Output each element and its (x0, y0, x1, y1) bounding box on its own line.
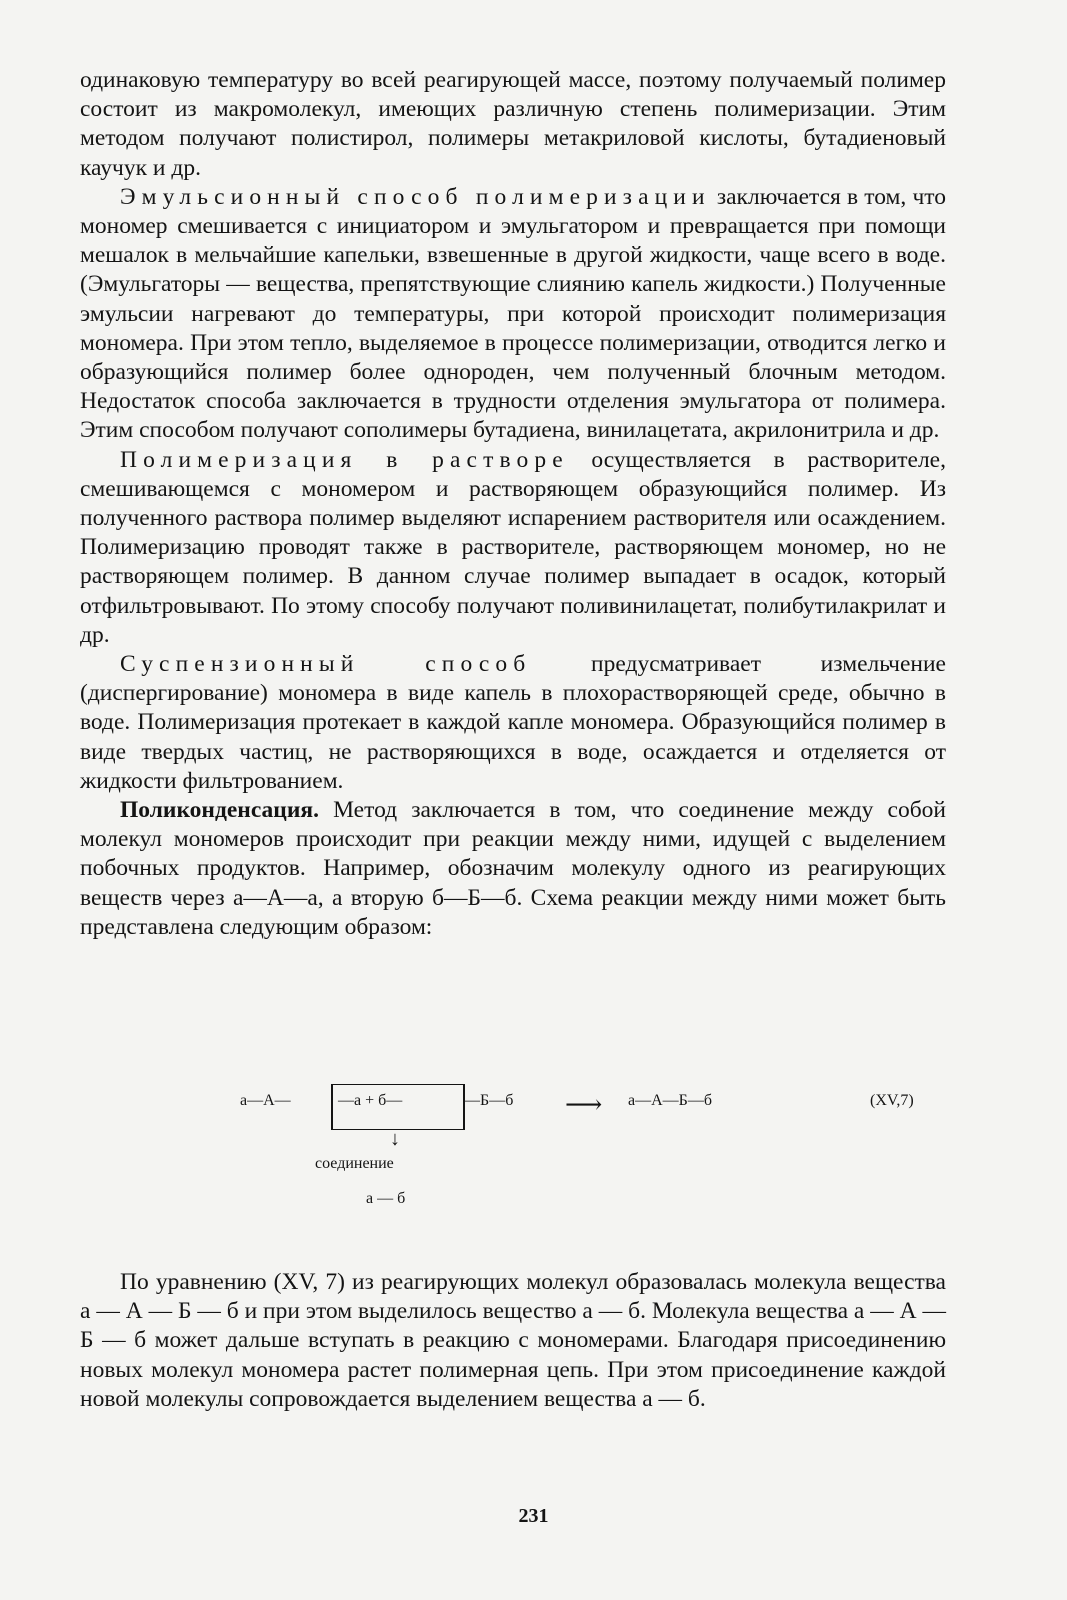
paragraph-block-polymerization-end: одинаковую температуру во всей реагирующей массе, поэтому получаемый полимер состоит из макромолекул, имеющих различную степень полимеризации. Этим методом получают полистирол, полимеры метакриловой кислоты, бутадиеновый каучук и др. (80, 67, 946, 181)
equation-label: (XV,7) (870, 1092, 914, 1109)
suspension-text: предусматривает измельчение (диспергирование) мономера в виде капель в плохорастворяющей среде, обычно в воде. Полимеризация протекает в каждой капле мономера. Образующийся полимер в виде твердых частиц, не растворяющихся в воде, осаждается и отделяется от жидкости фильтрованием. (80, 651, 946, 794)
down-arrow-icon: ↓ (390, 1128, 400, 1150)
page-number: 231 (518, 1505, 549, 1527)
paragraph-equation-explanation: По уравнению (XV, 7) из реагирующих молекул образовалась молекула вещества а — А — Б — б и при этом выделилось вещество а — б. Молекула вещества а — А — Б — б может дальше вступать в реакцию с мономерами. Благодаря присоединению новых молекул мономера растет полимерная цепь. При этом присоединение каждой новой молекулы сопровождается выделением вещества а — б. (80, 1269, 946, 1412)
term-solution-method: Полимеризация в растворе (120, 446, 569, 473)
byproduct-caption: соединение (315, 1155, 394, 1172)
term-emulsion-method: Эмульсионный способ полимеризации (120, 183, 711, 210)
byproduct-formula: а — б (366, 1190, 406, 1207)
paragraph-polycondensation (80, 796, 946, 942)
paragraph-suspension-polymerization (80, 650, 946, 796)
section-heading-polycondensation: Поликонденсация. (120, 797, 319, 824)
equation-right-part: —Б—б (464, 1092, 514, 1109)
equation-product: а—А—Б—б (628, 1092, 712, 1109)
solution-text: осуществляется в растворителе, смешивающемся с мономером и растворяющем образующийся полимер. Из полученного раствора полимер выделяют испарением растворителя или осаждением. Полимеризацию проводят также в растворителе, растворяющем мономер, но не растворяющем полимер. В данном случае полимер выпадает в осадок, который отфильтровывают. По этому способу получают поливинилацетат, полибутилакрилат и др. (80, 446, 946, 648)
paragraph-solution-polymerization (80, 446, 946, 650)
term-suspension-method: Суспензионный способ (120, 651, 532, 678)
equation-boxed-part: —а + б— (338, 1092, 403, 1109)
body-text-bottom (80, 1268, 946, 1414)
equation-left-part: а—А— (240, 1092, 291, 1109)
reaction-arrow-icon: ⟶ (565, 1090, 603, 1119)
emulsion-text: заключается в том, что мономер смешивается с инициатором и эмульгатором и превращается при помощи мешалок в мельчайшие капельки, взвешенные в другой жидкости, чаще всего в воде. (Эмульгаторы — вещества, препятствующие слиянию капель жидкости.) Полученные эмульсии нагревают до температуры, при которой происходит полимеризация мономера. При этом тепло, выделяемое в процессе полимеризации, отводится легко и образующийся полимер более однороден, чем полученный блочным методом. Недостаток способа заключается в трудности отделения эмульгатора от полимера. Этим способом получают сополимеры бутадиена, винилацетата, акрилонитрила и др. (80, 183, 946, 444)
polycondensation-text: Метод заключается в том, что соединение между собой молекул мономеров происходит при реакции между ними, идущей с выделением побочных продуктов. Например, обозначим молекулу одного из реагирующих веществ через а—А—а, а вторую б—Б—б. Схема реакции между ними может быть представлена следующим образом: (80, 797, 946, 940)
paragraph-emulsion-polymerization (80, 183, 946, 446)
body-text-top (80, 66, 946, 942)
